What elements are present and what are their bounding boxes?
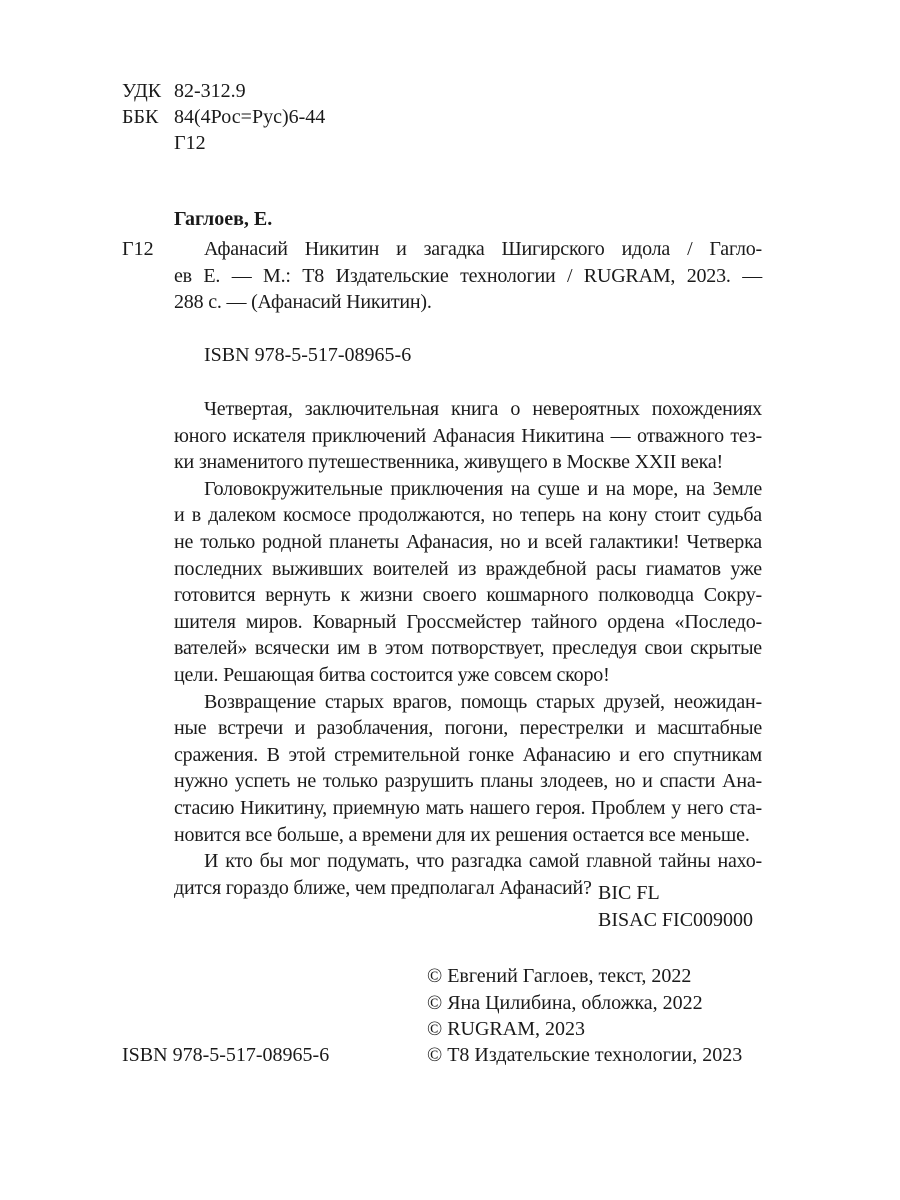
annotation-line: дится гораздо ближе, чем предполагал Афанасий? — [174, 876, 592, 899]
author-heading: Гаглоев, Е. — [174, 208, 273, 230]
annotation-line: шителя миров. Коварный Гроссмейстер тайного ордена «Последо- — [174, 610, 762, 633]
author-sign: Г12 — [174, 132, 206, 154]
udk-label: УДК — [122, 80, 162, 102]
annotation-line: ки знаменитого путешественника, живущего в Москве XXII века! — [174, 451, 723, 474]
annotation-line: Возвращение старых врагов, помощь старых друзей, неожидан- — [204, 690, 762, 713]
bisac-code: BISAC FIC009000 — [598, 909, 754, 931]
annotation — [174, 396, 762, 901]
bic-code: BIC FL — [598, 882, 660, 904]
annotation-line: цели. Решающая битва состоится уже совсем скоро! — [174, 663, 610, 686]
annotation-line: нужно успеть не только разрушить планы злодеев, но и спасти Ана- — [174, 770, 762, 793]
footer-isbn: ISBN 978-5-517-08965-6 — [122, 1044, 330, 1066]
description-line: 288 с. — (Афанасий Никитин). — [174, 291, 432, 314]
annotation-line: И кто бы мог подумать, что разгадка самой главной тайны нахо- — [204, 850, 762, 873]
annotation-line: последних выживших воителей из враждебной расы гиаматов уже — [174, 557, 762, 580]
copyright-line: © Евгений Гаглоев, текст, 2022 — [427, 965, 692, 987]
copyright-line: © Яна Цилибина, обложка, 2022 — [427, 992, 703, 1014]
copyright-line: © Т8 Издательские технологии, 2023 — [427, 1044, 743, 1066]
record-author-sign: Г12 — [122, 238, 154, 260]
copyright-line: © RUGRAM, 2023 — [427, 1018, 585, 1040]
annotation-line: Головокружительные приключения на суше и на море, на Земле — [204, 477, 762, 500]
annotation-line: готовится вернуть к жизни своего кошмарного полководца Сокру- — [174, 584, 762, 607]
udk-value: 82-312.9 — [174, 80, 246, 102]
description-line: ев Е. — М.: Т8 Издательские технологии / RUGRAM, 2023. — — [174, 264, 762, 287]
annotation-line: юного искателя приключений Афанасия Никитина — отважного тез- — [174, 424, 762, 447]
annotation-line: не только родной планеты Афанасия, но и всей галактики! Четверка — [174, 530, 762, 553]
bbk-label: ББК — [122, 106, 159, 128]
annotation-line: и в далеком космосе продолжаются, но теперь на кону стоит судьба — [174, 504, 762, 527]
annotation-line: ные встречи и разоблачения, погони, перестрелки и масштабные — [174, 717, 762, 740]
annotation-line: вателей» всячески им в этом потворствует, преследуя свои скрытые — [174, 637, 762, 660]
annotation-line: новится все больше, а времени для их решения остается все меньше. — [174, 823, 750, 846]
annotation-line: стасию Никитину, приемную мать нашего героя. Проблем у него ста- — [174, 796, 762, 819]
description-line: Афанасий Никитин и загадка Шигирского идола / Гагло- — [204, 238, 762, 260]
annotation-line: сражения. В этой стремительной гонке Афанасию и его спутникам — [174, 743, 762, 766]
bbk-value: 84(4Рос=Рус)6-44 — [174, 106, 326, 128]
annotation-line: Четвертая, заключительная книга о невероятных похождениях — [204, 398, 762, 420]
bibliographic-description — [174, 236, 762, 316]
isbn: ISBN 978-5-517-08965-6 — [204, 344, 412, 366]
